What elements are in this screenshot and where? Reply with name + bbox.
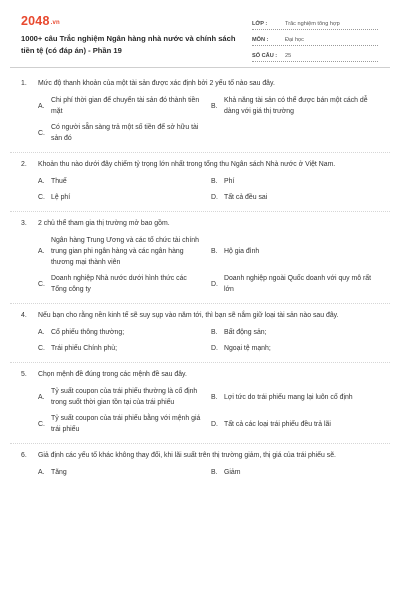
option-text: Hộ gia đình [224,248,260,255]
question-item [0,450,400,478]
option-c[interactable] [38,413,211,435]
option-text: Có người sẵn sàng trả một số tiền để sở hữu tài sản đó [51,124,199,142]
option-letter: B. [211,393,218,401]
option-c[interactable] [38,273,211,295]
option-c[interactable] [38,122,211,144]
question-text: Nếu bạn cho rằng nền kinh tế sẽ suy sụp vào năm tới, thì bạn sẽ nắm giữ loại tài sản nào sau đây. [38,312,339,319]
option-letter: B. [211,178,218,185]
question-item [0,78,400,144]
question-number: 3. [21,220,27,227]
option-text: Trái phiếu Chính phủ; [51,345,118,352]
option-text: Tỷ suất coupon của trái phiếu thường là cố định trong suốt thời gian tồn tại của trái phiếu [51,388,198,406]
option-letter: A. [38,248,45,255]
logo-tld: .vn [50,20,60,26]
option-text: Bất động sản; [224,329,267,336]
option-a[interactable] [38,95,211,117]
option-letter: D. [211,345,218,352]
option-text: Lệ phí [51,194,71,201]
option-text: Lợi tức do trái phiếu mang lại luôn cố định [224,393,353,401]
option-list [38,327,378,354]
option-letter: A. [38,329,45,336]
option-letter: C. [38,129,45,137]
option-text: Ngân hàng Trung Ương và các tổ chức tài chính trung gian phi ngân hàng và các ngân hàng thương mại thành viên [51,237,199,266]
logo-text: 2048 [21,14,50,28]
option-b[interactable] [211,235,384,268]
option-list [38,176,378,203]
option-text: Giảm [224,469,241,476]
option-letter: B. [211,248,218,255]
question-number: 5. [21,371,27,378]
option-letter: B. [211,329,218,336]
header-divider [10,67,390,68]
question-text: Giả định các yếu tố khác không thay đổi, khi lãi suất trên thị trường giảm, thị giá của trái phiếu sẽ. [38,452,336,459]
meta-row-question-count [252,46,378,62]
option-list [38,95,378,144]
question-number: 1. [21,80,27,87]
question-divider [10,443,390,444]
option-text: Tăng [51,469,67,476]
option-a[interactable] [38,467,211,478]
option-letter: A. [38,469,45,476]
question-item [0,159,400,203]
option-d[interactable] [211,192,384,203]
option-letter: C. [38,194,45,201]
question-divider [10,303,390,304]
question-divider [10,211,390,212]
meta-value: Trắc nghiệm tổng hợp [285,21,340,27]
option-list [38,386,378,435]
option-a[interactable] [38,235,211,268]
option-letter: C. [38,280,45,288]
document-meta [252,14,378,62]
option-d[interactable] [211,413,384,435]
meta-row-class [252,14,378,30]
option-text: Doanh nghiệp ngoài Quốc doanh với quy mô rất lớn [224,275,372,293]
option-b[interactable] [211,327,384,338]
option-a[interactable] [38,327,211,338]
question-divider [10,152,390,153]
site-logo[interactable] [21,14,60,28]
option-text: Phí [224,178,235,185]
option-text: Khả năng tài sản có thể được bán một cách dễ dàng với giá thị trường [224,97,368,115]
option-letter: D. [211,420,218,428]
question-text: Mức độ thanh khoản của một tài sản được xác định bởi 2 yếu tố nào sau đây. [38,80,275,87]
option-letter: B. [211,102,218,110]
option-letter: B. [211,469,218,476]
option-a[interactable] [38,176,211,187]
question-list [0,78,400,486]
question-text: 2 chủ thể tham gia thị trường mở bao gồm. [38,220,170,227]
option-b[interactable] [211,467,384,478]
option-text: Tất cả các loại trái phiếu đều trả lãi [224,420,331,428]
option-letter: D. [211,280,218,288]
option-letter: A. [38,102,45,110]
question-item [0,218,400,295]
question-item [0,310,400,354]
meta-value: Đại học [285,37,304,43]
option-letter: A. [38,393,45,401]
option-letter: A. [38,178,45,185]
option-list [38,235,378,295]
option-a[interactable] [38,386,211,408]
option-text: Tỷ suất coupon của trái phiếu bằng với mệnh giá trái phiếu [51,415,201,433]
question-number: 2. [21,161,27,168]
meta-key: SỐ CÂU : [252,53,278,59]
question-text: Chọn mệnh đề đúng trong các mệnh đề sau đây. [38,371,187,378]
option-d[interactable] [211,273,384,295]
question-item [0,369,400,435]
option-text: Doanh nghiệp Nhà nước dưới hình thức các Tổng công ty [51,275,187,293]
option-letter: D. [211,194,218,201]
question-number: 6. [21,452,27,459]
meta-key: LỚP : [252,21,268,27]
question-divider [10,362,390,363]
question-number: 4. [21,312,27,319]
option-d[interactable] [211,343,384,354]
option-text: Ngoại tệ mạnh; [224,345,271,352]
option-list [38,467,378,478]
option-b[interactable] [211,386,384,408]
option-letter: C. [38,345,45,352]
document-title: 1000+ câu Trắc nghiệm Ngân hàng nhà nước và chính sách tiền tệ (có đáp án) - Phần 19 [21,34,236,55]
question-text: Khoản thu nào dưới đây chiếm tỷ trọng lớn nhất trong tổng thu Ngân sách Nhà nước ở Việt Nam. [38,161,336,168]
meta-value: 25 [285,53,292,59]
option-letter: C. [38,420,45,428]
option-b[interactable] [211,176,384,187]
option-text: Cổ phiếu thông thường; [51,329,125,336]
option-text: Tất cả đều sai [224,194,268,201]
meta-key: MÔN : [252,37,269,43]
option-text: Chi phí thời gian để chuyển tài sản đó thành tiền mặt [51,97,200,115]
option-text: Thuế [51,178,67,185]
meta-row-subject [252,30,378,46]
option-b[interactable] [211,95,384,117]
option-c[interactable] [38,192,211,203]
option-c[interactable] [38,343,211,354]
